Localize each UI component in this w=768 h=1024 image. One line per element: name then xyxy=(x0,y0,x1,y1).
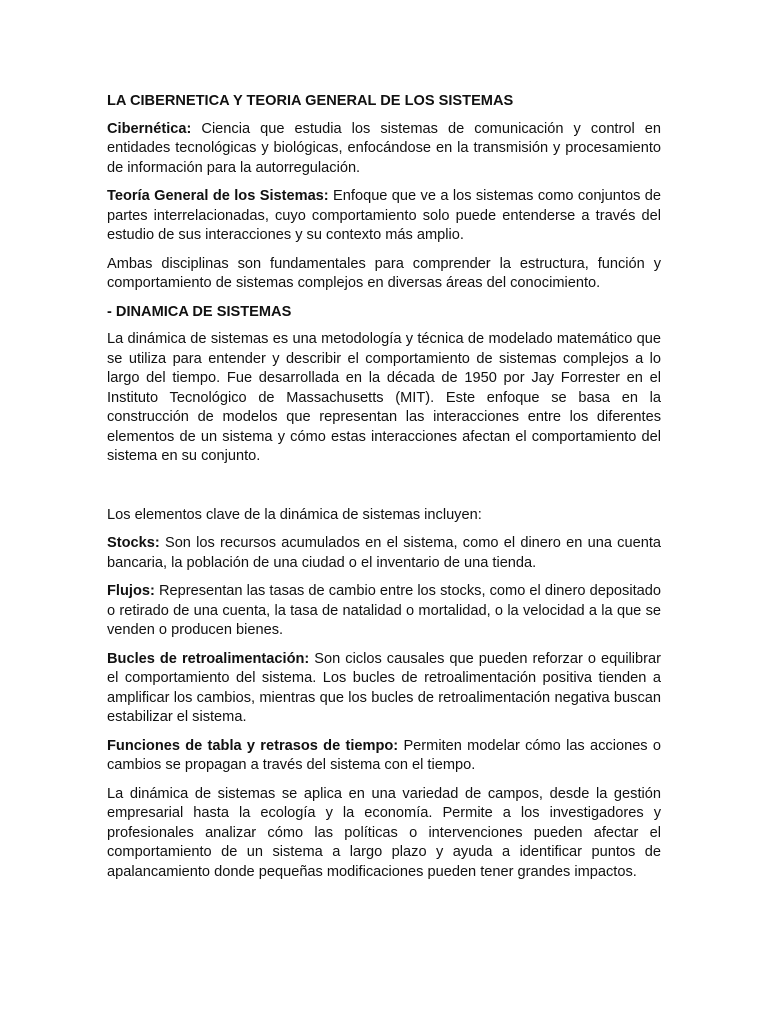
section-intro-paragraph: La dinámica de sistemas es una metodología y técnica de modelado matemático que se utiliza para entender y describir el comportamiento de sistemas complejos a lo largo del tiempo. Fue desarrollada en la década de 1950 por Jay Forrester en el Instituto Tecnológico de Massachusetts (MIT). Este enfoque se basa en la construcción de modelos que representan las interacciones entre los diferentes elementos de un sistema y cómo estas interacciones afectan el comportamiento del sistema en su conjunto. xyxy=(107,331,661,464)
blank-line xyxy=(107,476,661,506)
element-term: Funciones de tabla y retrasos de tiempo: xyxy=(107,737,399,754)
elements-intro-paragraph: Los elementos clave de la dinámica de sistemas incluyen: xyxy=(107,506,482,523)
element-text: Son los recursos acumulados en el sistema, como el dinero en una cuenta bancaria, la población de una ciudad o el inventario de una tienda. xyxy=(107,535,661,571)
element-stocks xyxy=(107,534,661,573)
element-text: Son ciclos causales que pueden reforzar o equilibrar el comportamiento del sistema. Los bucles de retroalimentación positiva tienden a amplificar los cambios, mientras que los bucles de retroalimentación negativa buscan estabilizar el sistema. xyxy=(107,650,661,725)
element-bucles xyxy=(107,650,661,728)
element-flujos xyxy=(107,582,661,641)
document-title: LA CIBERNETICA Y TEORIA GENERAL DE LOS SISTEMAS xyxy=(107,93,514,109)
element-text: Permiten modelar cómo las acciones o cambios se propagan a través del sistema con el tiempo. xyxy=(107,737,661,773)
summary-paragraph: Ambas disciplinas son fundamentales para comprender la estructura, función y comportamiento de sistemas complejos en diversas áreas del conocimiento. xyxy=(107,255,661,291)
element-term: Bucles de retroalimentación: xyxy=(107,650,310,667)
element-term: Flujos: xyxy=(107,583,155,599)
definition-text: Enfoque que ve a los sistemas como conjuntos de partes interrelacionadas, cuyo comportamiento solo puede entenderse a través del estudio de sus interacciones y su contexto más amplio. xyxy=(107,188,661,243)
element-funciones xyxy=(107,737,661,776)
definition-term: Teoría General de los Sistemas: xyxy=(107,188,329,204)
section-heading: - DINAMICA DE SISTEMAS xyxy=(107,303,292,320)
element-text: Representan las tasas de cambio entre los stocks, como el dinero depositado o retirado de una cuenta, la tasa de natalidad o mortalidad, o la velocidad a la que se venden o producen bienes. xyxy=(107,583,661,638)
conclusion-paragraph: La dinámica de sistemas se aplica en una variedad de campos, desde la gestión empresarial hasta la ecología y la economía. Permite a los investigadores y profesionales analizar cómo las políticas o intervenciones pueden afectar el comportamiento de un sistema a largo plazo y ayuda a identificar puntos de apalancamiento donde pequeñas modificaciones pueden tener grandes impactos. xyxy=(107,785,661,880)
definition-cibernetica xyxy=(107,120,661,179)
document-page xyxy=(107,92,661,891)
definition-teoria-general xyxy=(107,187,661,246)
definition-term: Cibernética: xyxy=(107,120,192,137)
element-term: Stocks: xyxy=(107,535,160,551)
definition-text: Ciencia que estudia los sistemas de comunicación y control en entidades tecnológicas y biológicas, enfocándose en la transmisión y procesamiento de información para la autorregulación. xyxy=(107,120,661,176)
